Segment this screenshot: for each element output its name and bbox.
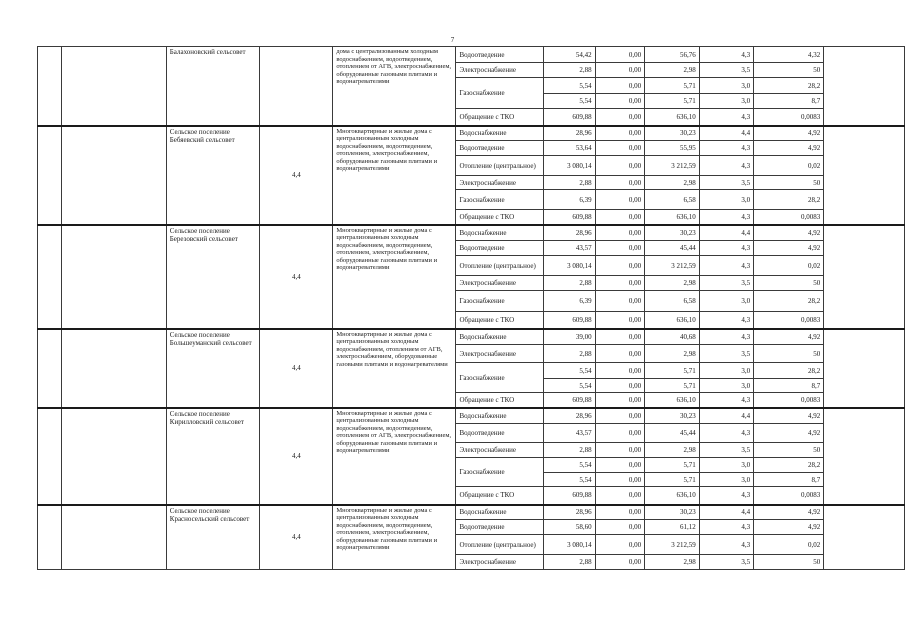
district-cell [61,47,166,126]
value-v3: 2,98 [645,63,700,78]
house-type-description: Многоквартирные и жилые дома с централизованным холодным водоснабжением, водоотведением, отоплением, электроснабжением, оборудованные газовыми плитами и водонагревателями [333,505,456,570]
value-v5: 4,92 [754,241,824,256]
service-name: Отопление (центральное) [456,535,544,555]
value-v1: 2,88 [544,276,596,291]
value-v3: 30,23 [645,126,700,141]
index-value: 4,4 [260,408,333,505]
service-name: Отопление (центральное) [456,156,544,176]
note-cell [824,126,905,225]
value-v4: 3,5 [699,176,753,190]
value-v1: 2,88 [544,345,596,363]
value-v3: 3 212,59 [645,535,700,555]
value-v2: 0,00 [595,291,644,312]
value-v3: 636,10 [645,487,700,505]
service-name: Водоснабжение [456,329,544,345]
value-v5: 0,0083 [754,487,824,505]
value-v4: 3,0 [699,78,753,94]
value-v5: 50 [754,276,824,291]
value-v4: 3,0 [699,473,753,487]
value-v4: 3,5 [699,555,753,570]
value-v5: 8,7 [754,94,824,109]
value-v1: 28,96 [544,408,596,424]
value-v5: 28,2 [754,291,824,312]
value-v2: 0,00 [595,47,644,63]
value-v4: 3,0 [699,379,753,393]
value-v1: 609,88 [544,210,596,225]
value-v3: 30,23 [645,505,700,520]
value-v2: 0,00 [595,210,644,225]
value-v4: 4,3 [699,47,753,63]
value-v3: 30,23 [645,408,700,424]
table-row [38,505,905,520]
value-v4: 3,0 [699,94,753,109]
value-v5: 50 [754,63,824,78]
value-v2: 0,00 [595,225,644,241]
value-v2: 0,00 [595,505,644,520]
page-number: 7 [450,36,455,44]
value-v4: 4,3 [699,109,753,126]
value-v5: 28,2 [754,458,824,473]
value-v1: 6,39 [544,190,596,210]
row-number-cell [38,505,62,570]
value-v3: 2,98 [645,276,700,291]
value-v2: 0,00 [595,393,644,408]
value-v4: 4,4 [699,505,753,520]
value-v2: 0,00 [595,329,644,345]
service-name: Газоснабжение [456,78,544,109]
value-v3: 5,71 [645,458,700,473]
service-name: Газоснабжение [456,458,544,487]
value-v5: 4,92 [754,225,824,241]
service-name: Водоотведение [456,241,544,256]
value-v1: 5,54 [544,458,596,473]
service-name: Водоснабжение [456,408,544,424]
value-v3: 5,71 [645,363,700,379]
table-row [38,408,905,424]
value-v5: 4,92 [754,141,824,156]
value-v2: 0,00 [595,424,644,443]
value-v3: 6,58 [645,190,700,210]
index-value [260,47,333,126]
value-v3: 45,44 [645,424,700,443]
value-v2: 0,00 [595,535,644,555]
value-v2: 0,00 [595,156,644,176]
service-name: Электроснабжение [456,176,544,190]
service-name: Водоснабжение [456,225,544,241]
value-v2: 0,00 [595,63,644,78]
service-name: Водоотведение [456,520,544,535]
value-v5: 0,0083 [754,109,824,126]
note-cell [824,505,905,570]
service-name: Электроснабжение [456,63,544,78]
value-v1: 28,96 [544,225,596,241]
value-v3: 45,44 [645,241,700,256]
value-v5: 28,2 [754,190,824,210]
district-cell [61,408,166,505]
value-v1: 54,42 [544,47,596,63]
value-v4: 4,3 [699,312,753,329]
service-name: Газоснабжение [456,363,544,393]
settlement-name: Сельское поселение Бебяевский сельсовет [166,126,260,225]
value-v4: 4,3 [699,487,753,505]
note-cell [824,47,905,126]
value-v4: 3,5 [699,443,753,458]
service-name: Обращение с ТКО [456,393,544,408]
value-v1: 3 080,14 [544,256,596,276]
value-v2: 0,00 [595,443,644,458]
settlement-name: Сельское поселение Большеуманский сельсовет [166,329,260,408]
value-v1: 2,88 [544,63,596,78]
value-v3: 2,98 [645,176,700,190]
value-v1: 5,54 [544,473,596,487]
value-v3: 30,23 [645,225,700,241]
settlement-name: Сельское поселение Березовский сельсовет [166,225,260,329]
value-v2: 0,00 [595,256,644,276]
value-v5: 50 [754,345,824,363]
value-v5: 0,0083 [754,210,824,225]
value-v1: 6,39 [544,291,596,312]
value-v4: 3,0 [699,190,753,210]
service-name: Водоотведение [456,141,544,156]
service-name: Водоснабжение [456,126,544,141]
value-v3: 636,10 [645,210,700,225]
value-v5: 50 [754,443,824,458]
value-v5: 28,2 [754,363,824,379]
house-type-description: Многоквартирные и жилые дома с централизованным холодным водоснабжением, водоотведением, отоплением от АГВ, электроснабжением, оборудованные газовыми плитами и водонагревателями [333,408,456,505]
value-v2: 0,00 [595,458,644,473]
value-v2: 0,00 [595,345,644,363]
service-name: Водоотведение [456,47,544,63]
value-v3: 5,71 [645,94,700,109]
value-v1: 43,57 [544,424,596,443]
value-v5: 50 [754,176,824,190]
table-row [38,126,905,141]
value-v2: 0,00 [595,176,644,190]
row-number-cell [38,225,62,329]
value-v2: 0,00 [595,190,644,210]
index-value: 4,4 [260,225,333,329]
value-v4: 4,3 [699,241,753,256]
value-v4: 4,3 [699,329,753,345]
value-v4: 4,3 [699,424,753,443]
value-v2: 0,00 [595,94,644,109]
value-v5: 0,02 [754,535,824,555]
value-v1: 28,96 [544,126,596,141]
value-v3: 2,98 [645,345,700,363]
value-v4: 4,4 [699,225,753,241]
service-name: Электроснабжение [456,555,544,570]
value-v1: 609,88 [544,109,596,126]
value-v4: 3,0 [699,458,753,473]
settlement-name: Сельское поселение Кирилловский сельсовет [166,408,260,505]
value-v3: 636,10 [645,393,700,408]
value-v5: 0,0083 [754,393,824,408]
value-v3: 5,71 [645,78,700,94]
service-name: Электроснабжение [456,443,544,458]
value-v2: 0,00 [595,379,644,393]
service-name: Обращение с ТКО [456,312,544,329]
value-v3: 40,68 [645,329,700,345]
value-v3: 2,98 [645,443,700,458]
tariff-table-body [38,47,905,570]
value-v1: 2,88 [544,555,596,570]
value-v3: 3 212,59 [645,156,700,176]
value-v5: 4,92 [754,520,824,535]
service-name: Газоснабжение [456,190,544,210]
value-v1: 3 080,14 [544,535,596,555]
value-v2: 0,00 [595,126,644,141]
service-name: Водоснабжение [456,505,544,520]
value-v5: 50 [754,555,824,570]
service-name: Отопление (центральное) [456,256,544,276]
value-v1: 39,00 [544,329,596,345]
index-value: 4,4 [260,329,333,408]
value-v1: 58,60 [544,520,596,535]
value-v1: 2,88 [544,176,596,190]
value-v4: 4,3 [699,535,753,555]
value-v5: 4,92 [754,505,824,520]
house-type-description: дома с централизованным холодным водоснабжением, водоотведением, отоплением от АГВ, электроснабжением, оборудованные газовыми плитами и водонагревателями [333,47,456,126]
value-v4: 4,4 [699,126,753,141]
value-v5: 28,2 [754,78,824,94]
value-v4: 4,3 [699,256,753,276]
value-v1: 5,54 [544,78,596,94]
value-v1: 609,88 [544,487,596,505]
value-v1: 53,64 [544,141,596,156]
value-v3: 636,10 [645,312,700,329]
value-v3: 5,71 [645,473,700,487]
value-v5: 8,7 [754,473,824,487]
value-v1: 43,57 [544,241,596,256]
value-v5: 8,7 [754,379,824,393]
value-v4: 3,0 [699,291,753,312]
value-v2: 0,00 [595,473,644,487]
index-value: 4,4 [260,126,333,225]
value-v2: 0,00 [595,78,644,94]
district-cell [61,505,166,570]
value-v4: 4,3 [699,156,753,176]
value-v1: 5,54 [544,94,596,109]
value-v2: 0,00 [595,363,644,379]
note-cell [824,408,905,505]
service-name: Обращение с ТКО [456,109,544,126]
value-v2: 0,00 [595,408,644,424]
value-v1: 609,88 [544,312,596,329]
index-value: 4,4 [260,505,333,570]
tariff-table [37,46,905,570]
house-type-description: Многоквартирные и жилые дома с централизованным холодным водоснабжением, водоотведением, отоплением, электроснабжением, оборудованные газовыми плитами и водонагревателями [333,225,456,329]
value-v3: 61,12 [645,520,700,535]
value-v2: 0,00 [595,312,644,329]
district-cell [61,329,166,408]
value-v2: 0,00 [595,487,644,505]
value-v3: 55,95 [645,141,700,156]
settlement-name: Сельское поселение Красносельский сельсовет [166,505,260,570]
value-v5: 0,02 [754,156,824,176]
service-name: Электроснабжение [456,345,544,363]
value-v3: 636,10 [645,109,700,126]
value-v1: 3 080,14 [544,156,596,176]
value-v2: 0,00 [595,276,644,291]
value-v1: 609,88 [544,393,596,408]
row-number-cell [38,47,62,126]
value-v4: 3,5 [699,345,753,363]
value-v3: 6,58 [645,291,700,312]
value-v5: 4,32 [754,47,824,63]
value-v3: 2,98 [645,555,700,570]
value-v4: 3,5 [699,63,753,78]
service-name: Обращение с ТКО [456,210,544,225]
service-name: Электроснабжение [456,276,544,291]
value-v2: 0,00 [595,241,644,256]
row-number-cell [38,126,62,225]
value-v5: 4,92 [754,424,824,443]
value-v5: 4,92 [754,408,824,424]
value-v3: 3 212,59 [645,256,700,276]
value-v5: 4,92 [754,126,824,141]
row-number-cell [38,408,62,505]
district-cell [61,225,166,329]
value-v1: 5,54 [544,379,596,393]
value-v4: 4,4 [699,408,753,424]
value-v4: 3,5 [699,276,753,291]
table-row [38,225,905,241]
value-v1: 5,54 [544,363,596,379]
value-v4: 4,3 [699,393,753,408]
table-row [38,47,905,63]
house-type-description: Многоквартирные и жилые дома с централизованным холодным водоснабжением, водоотведением, отоплением, электроснабжением, оборудованные газовыми плитами и водонагревателями [333,126,456,225]
settlement-name: Балахоновский сельсовет [166,47,260,126]
value-v2: 0,00 [595,520,644,535]
note-cell [824,329,905,408]
value-v2: 0,00 [595,109,644,126]
value-v2: 0,00 [595,555,644,570]
table-row [38,329,905,345]
value-v4: 4,3 [699,210,753,225]
value-v3: 56,76 [645,47,700,63]
service-name: Обращение с ТКО [456,487,544,505]
note-cell [824,225,905,329]
district-cell [61,126,166,225]
service-name: Газоснабжение [456,291,544,312]
value-v4: 3,0 [699,363,753,379]
service-name: Водоотведение [456,424,544,443]
house-type-description: Многоквартирные и жилые дома с централизованным холодным водоснабжением, отоплением от АГВ, электроснабжением, оборудованные газовыми плитами и водонагревателями [333,329,456,408]
value-v3: 5,71 [645,379,700,393]
value-v4: 4,3 [699,520,753,535]
value-v1: 2,88 [544,443,596,458]
value-v5: 4,92 [754,329,824,345]
value-v4: 4,3 [699,141,753,156]
row-number-cell [38,329,62,408]
value-v5: 0,02 [754,256,824,276]
value-v2: 0,00 [595,141,644,156]
value-v1: 28,96 [544,505,596,520]
value-v5: 0,0083 [754,312,824,329]
